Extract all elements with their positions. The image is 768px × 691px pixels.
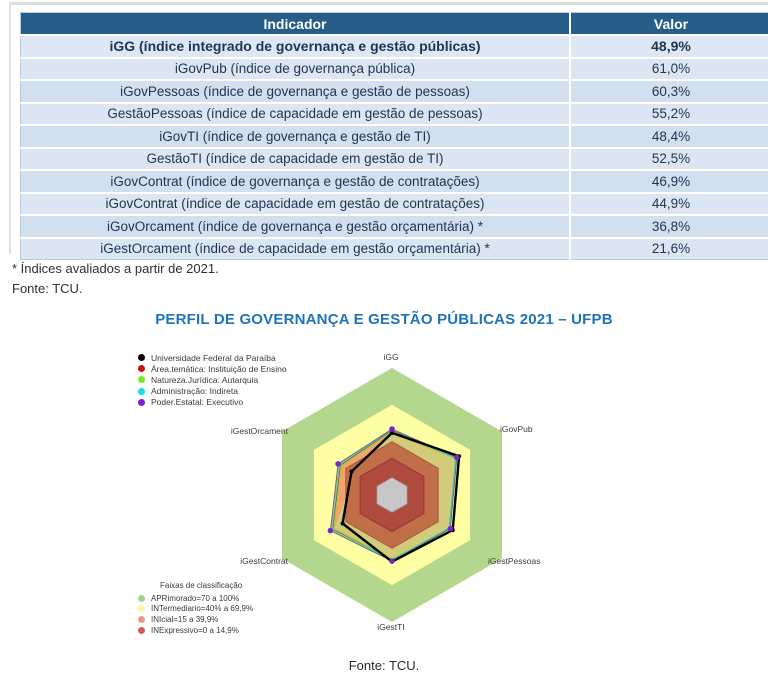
- cell-value: 46,9%: [570, 170, 768, 193]
- cell-indicator: GestãoTI (índice de capacidade em gestão de TI): [21, 148, 571, 171]
- faixa-dot-pink: [138, 616, 145, 623]
- radar-marker-poder: [389, 426, 395, 432]
- radar-marker-poder: [389, 558, 395, 564]
- table-row: [21, 170, 768, 193]
- faixa-label: APRimorado=70 a 100%: [151, 593, 240, 603]
- cell-indicator: iGovContrat (índice de capacidade em gestão de contratações): [21, 193, 571, 216]
- cell-indicator: iGovContrat (índice de governança e gestão de contratações): [21, 170, 571, 193]
- legend-label: Administração: Indireta: [151, 386, 238, 397]
- faixas-legend-title: Faixas de classificação: [160, 581, 243, 590]
- faixa-item-inexpressivo: [138, 625, 338, 636]
- radar-marker-ufpb: [341, 521, 345, 525]
- cell-indicator: iGestOrcament (índice de capacidade em gestão orçamentária) *: [21, 238, 571, 260]
- faixa-label: INIcial=15 a 39,9%: [151, 614, 219, 624]
- legend-dot-green: [138, 376, 145, 383]
- radar-marker-poder: [328, 528, 334, 534]
- table-row: [21, 103, 768, 126]
- axis-label-igestorcament: iGestOrcament: [230, 426, 288, 436]
- cell-value: 48,9%: [570, 35, 768, 58]
- cell-indicator: iGovPub (índice de governança pública): [21, 58, 571, 81]
- radar-marker-poder: [454, 455, 460, 461]
- faixa-dot-red: [138, 627, 145, 634]
- cell-indicator: iGovPessoas (índice de governança e gestão de pessoas): [21, 80, 571, 103]
- axis-label-igestpessoas: iGestPessoas: [488, 556, 541, 566]
- cell-value: 48,4%: [570, 125, 768, 148]
- faixa-item-intermediario: [138, 604, 338, 615]
- chart-source: Fonte: TCU.: [348, 658, 420, 673]
- cell-value: 61,0%: [570, 58, 768, 81]
- cell-value: 21,6%: [570, 238, 768, 260]
- indicator-table: [20, 12, 768, 260]
- col-header-valor: Valor: [570, 13, 768, 36]
- cell-value: 44,9%: [570, 193, 768, 216]
- radar-marker-poder: [335, 461, 341, 467]
- left-edge-line: [9, 2, 11, 254]
- legend-label: Natureza.Jurídica: Autarquia: [151, 374, 259, 385]
- faixas-legend: [138, 581, 338, 635]
- cell-value: 52,5%: [570, 148, 768, 171]
- axis-label-igestti: iGestTI: [377, 622, 405, 632]
- chart-title: PERFIL DE GOVERNANÇA E GESTÃO PÚBLICAS 2021 – UFPB: [155, 311, 613, 328]
- cell-indicator: iGovOrcament (índice de governança e gestão orçamentária) *: [21, 215, 571, 238]
- table-row: [21, 80, 768, 103]
- radar-marker-ufpb: [349, 470, 353, 474]
- cell-value: 55,2%: [570, 103, 768, 126]
- table-footnote: * Índices avaliados a partir de 2021.: [12, 261, 219, 276]
- cell-value: 36,8%: [570, 215, 768, 238]
- top-edge-line: [10, 2, 768, 5]
- axis-label-igg: iGG: [383, 352, 399, 362]
- table-row: [21, 215, 768, 238]
- cell-value: 60,3%: [570, 80, 768, 103]
- axis-label-igovpub: iGovPub: [500, 424, 533, 434]
- col-header-indicador: Indicador: [21, 13, 571, 36]
- faixa-label: INExpressivo=0 a 14,9%: [151, 625, 239, 635]
- table-row: [21, 193, 768, 216]
- faixa-label: INTermediario=40% a 69,9%: [151, 604, 254, 614]
- legend-dot-cyan: [138, 388, 145, 395]
- table-header-row: [21, 13, 768, 36]
- table-row: [21, 148, 768, 171]
- axis-label-igestcontrat: iGestContrat: [240, 556, 288, 566]
- table-source: Fonte: TCU.: [12, 281, 83, 296]
- table-row: [21, 238, 768, 260]
- legend-dot-purple: [138, 399, 145, 406]
- legend-label: Universidade Federal da Paraíba: [151, 352, 276, 363]
- faixa-item-inicial: [138, 614, 338, 625]
- cell-indicator: iGG (índice integrado de governança e gestão públicas): [21, 35, 571, 58]
- legend-label: Área.temática: Instituição de Ensino: [151, 363, 287, 374]
- legend-dot-black: [138, 354, 145, 361]
- legend-label: Poder.Estatal: Executivo: [151, 397, 244, 408]
- legend-dot-red: [138, 365, 145, 372]
- table-row: [21, 35, 768, 58]
- table-row: [21, 58, 768, 81]
- table-row: [21, 125, 768, 148]
- cell-indicator: iGovTI (índice de governança e gestão de TI): [21, 125, 571, 148]
- cell-indicator: GestãoPessoas (índice de capacidade em gestão de pessoas): [21, 103, 571, 126]
- faixa-dot-green: [138, 595, 145, 602]
- faixa-dot-yellow: [138, 605, 145, 612]
- radar-marker-poder: [448, 526, 454, 532]
- faixa-item-aprimorado: [138, 593, 338, 604]
